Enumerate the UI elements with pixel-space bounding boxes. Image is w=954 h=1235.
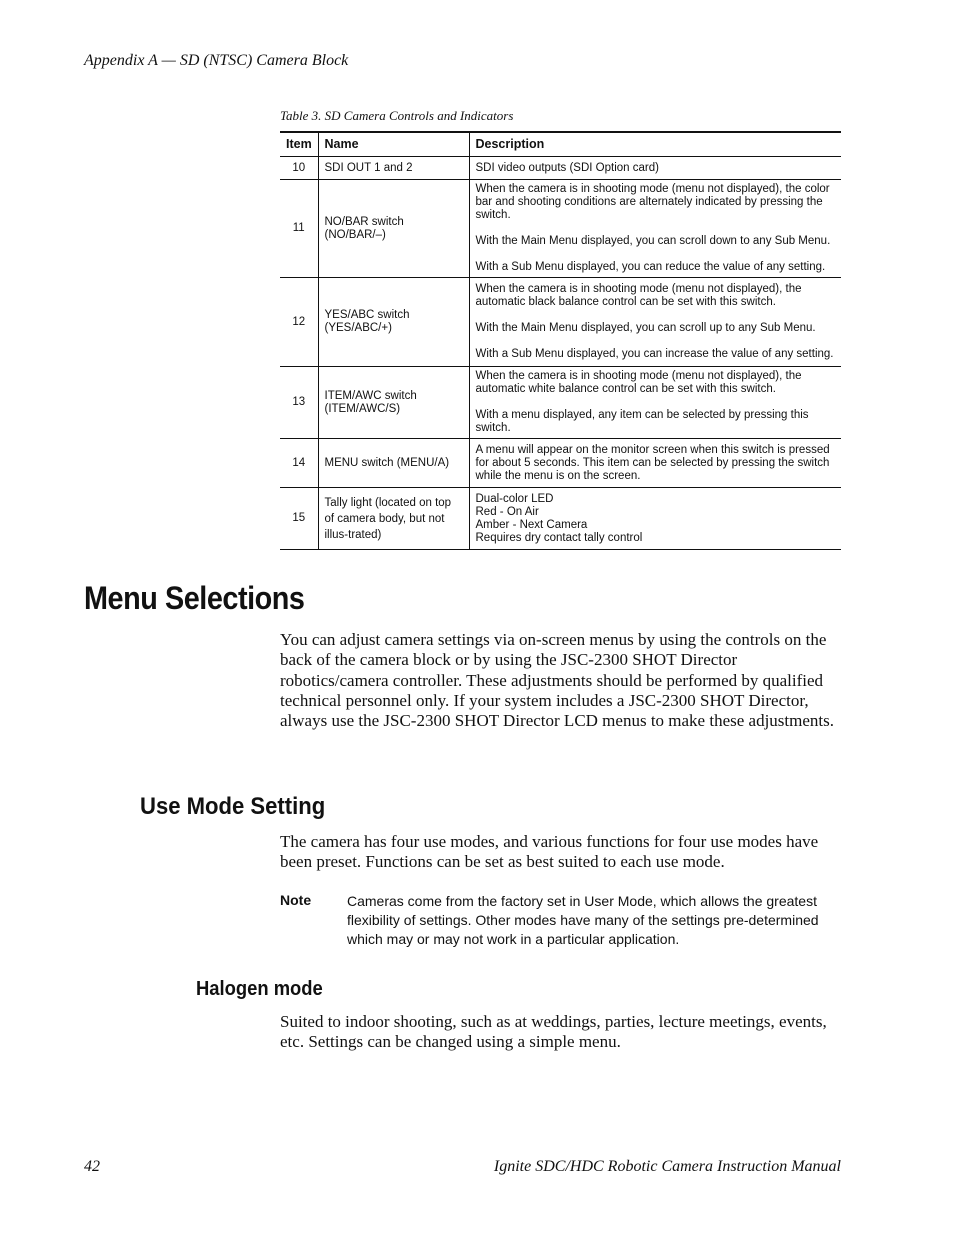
row-description: When the camera is in shooting mode (menu not displayed), the color bar and shooting conditions are alternately indicated by pressing the switch. With the Main Menu displayed, you can scroll down to any Sub Menu. With a Sub Menu displayed, you can reduce the value of any setting. xyxy=(469,180,841,278)
subsection-body-paragraph: The camera has four use modes, and various functions for four use modes have been preset. Functions can be set as best suited to each use mode. xyxy=(280,832,819,872)
section-intro-paragraph: You can adjust camera settings via on-screen menus by using the controls on the back of the camera block or by using the JSC-2300 SHOT Director robotics/camera controller. These adjustments should be performed by qualified technical personnel only. If your system includes a JSC-2300 SHOT Director, always use the JSC-2300 SHOT Director LCD menus to make these adjustments. xyxy=(280,630,834,731)
footer-document-title: Ignite SDC/HDC Robotic Camera Instruction Manual xyxy=(493,1158,841,1175)
row-item: 15 xyxy=(280,488,318,550)
subsubsection-body-paragraph: Suited to indoor shooting, such as at weddings, parties, lecture meetings, events, etc. Settings can be changed using a simple menu. xyxy=(280,1012,827,1052)
note-text: Cameras come from the factory set in User Mode, which allows the greatest flexibility of settings. Other modes have many of the settings pre-determined which may or may not work in a particular application. xyxy=(347,893,819,947)
row-item: 11 xyxy=(280,180,318,278)
table-row xyxy=(280,278,841,367)
note-label: Note xyxy=(280,892,312,908)
row-name: ITEM/AWC switch (ITEM/AWC/S) xyxy=(318,367,469,439)
table-row xyxy=(280,367,841,439)
table-row xyxy=(280,180,841,278)
controls-table xyxy=(280,131,841,550)
row-name: YES/ABC switch (YES/ABC/+) xyxy=(318,278,469,367)
row-name: SDI OUT 1 and 2 xyxy=(318,157,469,180)
table-row xyxy=(280,439,841,488)
row-item: 14 xyxy=(280,439,318,488)
subsection-heading: Use Mode Setting xyxy=(140,793,326,820)
row-item: 13 xyxy=(280,367,318,439)
row-description: When the camera is in shooting mode (menu not displayed), the automatic black balance control can be set with this switch. With the Main Menu displayed, you can scroll up to any Sub Menu. With a Sub Menu displayed, you can increase the value of any setting. xyxy=(469,278,841,367)
column-header-name: Name xyxy=(318,132,469,157)
table-row xyxy=(280,157,841,180)
row-name: Tally light (located on top of camera body, but not illus-trated) xyxy=(318,488,469,550)
page-number: 42 xyxy=(84,1158,100,1175)
table-row xyxy=(280,488,841,550)
table-caption: Table 3. SD Camera Controls and Indicators xyxy=(280,108,514,123)
row-item: 12 xyxy=(280,278,318,367)
row-name: NO/BAR switch (NO/BAR/–) xyxy=(318,180,469,278)
subsubsection-heading: Halogen mode xyxy=(196,978,323,1000)
table-header-row xyxy=(280,132,841,157)
row-description: Dual-color LED Red - On Air Amber - Next Camera Requires dry contact tally control xyxy=(469,488,841,550)
row-description: When the camera is in shooting mode (menu not displayed), the automatic white balance control can be set with this switch. With a menu displayed, any item can be selected by pressing this switch. xyxy=(469,367,841,439)
row-name: MENU switch (MENU/A) xyxy=(318,439,469,488)
running-head: Appendix A — SD (NTSC) Camera Block xyxy=(84,52,349,69)
column-header-description: Description xyxy=(469,132,841,157)
column-header-item: Item xyxy=(280,132,318,157)
row-description: A menu will appear on the monitor screen when this switch is pressed for about 5 seconds. This item can be selected by pressing the switch while the menu is on the screen. xyxy=(469,439,841,488)
row-item: 10 xyxy=(280,157,318,180)
row-description: SDI video outputs (SDI Option card) xyxy=(469,157,841,180)
section-heading: Menu Selections xyxy=(84,580,305,616)
